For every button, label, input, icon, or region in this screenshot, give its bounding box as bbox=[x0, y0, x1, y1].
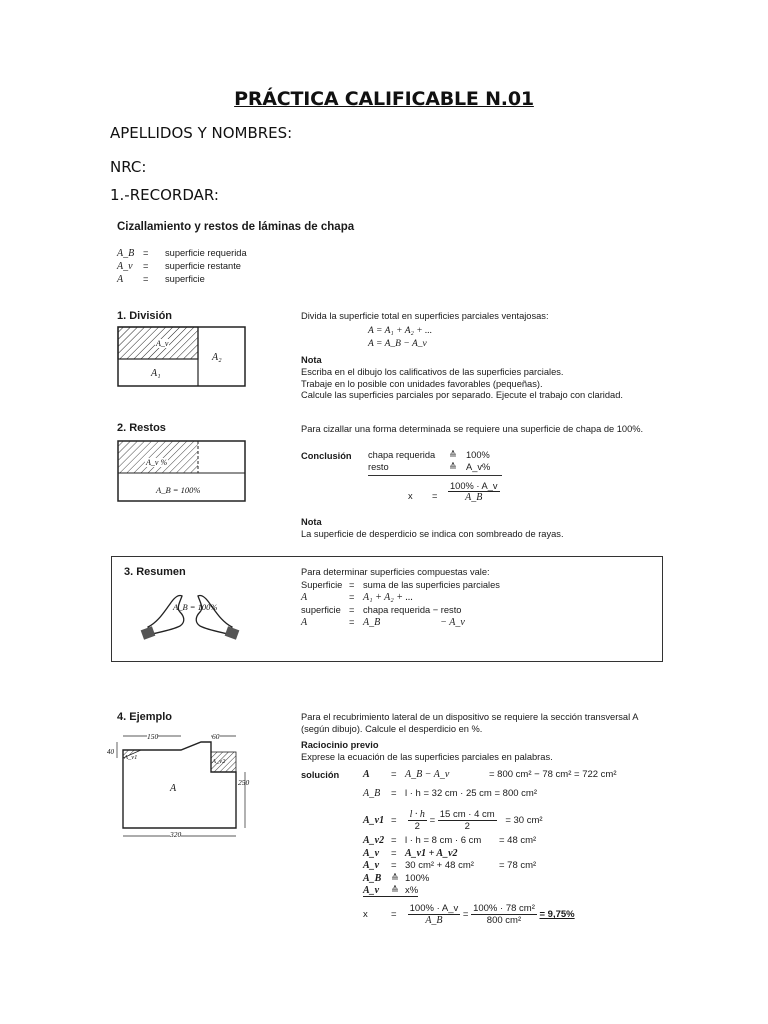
restos-frac-den: A_B bbox=[465, 492, 483, 503]
sol-line bbox=[363, 769, 617, 780]
sol-lhs: A_v bbox=[363, 860, 380, 871]
resumen-row-eq: = bbox=[349, 605, 355, 615]
restos-x-eq: = bbox=[432, 491, 438, 501]
sol-line bbox=[363, 885, 418, 897]
sol-mid: 30 cm² + 48 cm² bbox=[405, 860, 474, 871]
sol-lhs: A_B bbox=[363, 873, 382, 884]
division-label-a2: A₂ bbox=[212, 352, 222, 363]
legend-eq: = bbox=[143, 248, 149, 258]
restos-av-area bbox=[118, 441, 198, 473]
sol-lhs: A_v bbox=[363, 885, 380, 896]
sol-eq: = bbox=[391, 860, 397, 871]
resumen-row-right: A₁ + A₂ + ... bbox=[363, 592, 413, 603]
ejemplo-label-av1: A_v1 bbox=[124, 754, 138, 761]
left-cuff bbox=[141, 626, 156, 640]
sol-eq: = bbox=[391, 769, 397, 780]
final-x: x bbox=[363, 909, 368, 920]
ejemplo-title: 4. Ejemplo bbox=[117, 711, 173, 723]
restos-row1-right: 100% bbox=[466, 450, 490, 460]
resumen-intro: Para determinar superficies compuestas vale: bbox=[301, 567, 490, 577]
dim-40: 40 bbox=[107, 748, 114, 756]
scan-heading: Cizallamiento y restos de láminas de chapa bbox=[117, 221, 355, 233]
sol-mid: 100% bbox=[405, 873, 430, 884]
resumen-row-eq: = bbox=[349, 592, 355, 602]
dim-60: 60 bbox=[212, 732, 220, 741]
legend-sym: A_B bbox=[117, 248, 135, 259]
division-title: 1. División bbox=[117, 310, 173, 322]
resumen-row-left: Superficie bbox=[301, 580, 343, 590]
sol-res: = 30 cm² bbox=[505, 815, 543, 826]
ejemplo-label-a: A bbox=[170, 783, 177, 794]
sol-line bbox=[363, 848, 458, 859]
ejemplo-label-av2: A_v2 bbox=[212, 758, 226, 765]
division-nota-line: Escriba en el dibujo los calificativos de las superficies parciales. bbox=[301, 367, 564, 377]
legend-desc: superficie restante bbox=[165, 261, 241, 271]
legend-eq: = bbox=[143, 261, 149, 271]
av1-frac1-den: 2 bbox=[414, 821, 420, 832]
resumen-row-right: A_B − A_v bbox=[363, 617, 465, 628]
section-recordar: 1.-RECORDAR: bbox=[110, 186, 219, 204]
right-cuff bbox=[225, 626, 240, 640]
restos-rule bbox=[368, 475, 502, 476]
resumen-row-left: A bbox=[301, 592, 308, 603]
resumen-row-eq: = bbox=[349, 580, 355, 590]
final-f1-num: 100% · A_v bbox=[409, 903, 459, 914]
sol-eq: = bbox=[391, 815, 397, 826]
sol-eq: = bbox=[391, 835, 397, 846]
sol-line bbox=[363, 873, 429, 884]
sol-lhs: A bbox=[363, 769, 370, 780]
resumen-row-eq: = bbox=[349, 617, 355, 627]
ejemplo-intro-2: (según dibujo). Calcule el desperdicio en %. bbox=[301, 724, 483, 734]
sol-mid: x% bbox=[405, 885, 419, 896]
sol-line bbox=[363, 835, 536, 846]
division-figure bbox=[117, 326, 247, 388]
legend-sym: A bbox=[117, 274, 124, 285]
sol-res: = 800 cm² − 78 cm² = 722 cm² bbox=[489, 769, 617, 780]
division-label-a1: A₁ bbox=[151, 368, 161, 379]
sol-mid: l · h = 8 cm · 6 cm bbox=[405, 835, 482, 846]
restos-label-av: A_v % bbox=[146, 458, 168, 467]
ejemplo-solucion: solución bbox=[301, 770, 340, 780]
sol-lhs: A_v2 bbox=[363, 835, 385, 846]
division-intro: Divida la superficie total en superficies parciales ventajosas: bbox=[301, 311, 549, 321]
final-f2-den: 800 cm² bbox=[486, 915, 522, 926]
field-apellidos-nombres: APELLIDOS Y NOMBRES: bbox=[110, 124, 293, 142]
sol-mid: A_B − A_v bbox=[405, 769, 450, 780]
sol-line bbox=[363, 860, 536, 871]
resumen-row-right: chapa requerida − resto bbox=[363, 605, 462, 615]
dim-320: 320 bbox=[170, 830, 182, 839]
ejemplo-raciocinio: Raciocinio previo bbox=[301, 740, 379, 750]
resumen-title: 3. Resumen bbox=[124, 566, 186, 578]
division-nota bbox=[301, 367, 623, 402]
restos-row2-left: resto bbox=[368, 462, 389, 472]
av1-frac1-num: l · h bbox=[409, 809, 425, 820]
sol-lhs: A_B bbox=[363, 788, 381, 799]
division-eq2: A = A_B − A_v bbox=[368, 339, 427, 349]
legend-sym: A_v bbox=[117, 261, 133, 272]
sol-final: x = $\frac{100\% \cdot A\_v}{A\_B}$ = $\frac{\text{100\% · 78 cm²}}{\text{800 cm²}}$ = 9,75% bbox=[363, 903, 575, 926]
final-f2-num: 100% · 78 cm² bbox=[473, 903, 535, 914]
sol-eq: ≙ bbox=[391, 885, 399, 896]
sol-mid: l · h = 32 cm · 25 cm = 800 cm² bbox=[405, 788, 537, 799]
restos-x: x bbox=[408, 491, 413, 501]
field-nrc: NRC: bbox=[110, 158, 147, 176]
restos-nota-label: Nota bbox=[301, 517, 322, 527]
division-eq1: A = A₁ + A₂ + ... bbox=[368, 326, 433, 336]
legend-desc: superficie bbox=[165, 274, 205, 284]
sol-res: = 78 cm² bbox=[499, 860, 537, 871]
dim-250: 250 bbox=[238, 778, 250, 787]
legend bbox=[117, 247, 247, 286]
restos-row2-eq: ≙ bbox=[449, 462, 457, 472]
restos-title: 2. Restos bbox=[117, 422, 166, 434]
division-nota-label: Nota bbox=[301, 355, 322, 365]
av1-frac2-den: 2 bbox=[464, 821, 470, 832]
legend-desc: superficie requerida bbox=[165, 248, 247, 258]
av1-frac2-num: 15 cm · 4 cm bbox=[439, 809, 495, 820]
restos-row2-right: A_v% bbox=[466, 462, 491, 472]
final-result: = 9,75% bbox=[539, 909, 575, 920]
resumen-row-right: suma de las superficies parciales bbox=[363, 580, 500, 590]
dim-150: 150 bbox=[147, 732, 159, 741]
division-nota-line: Calcule las superficies parciales por separado. Ejecute el trabajo con claridad. bbox=[301, 390, 623, 400]
restos-row1-eq: ≙ bbox=[449, 450, 457, 460]
ejemplo-intro-1: Para el recubrimiento lateral de un dispositivo se requiere la sección transversal A bbox=[301, 712, 639, 722]
sol-lhs: A_v bbox=[363, 848, 380, 859]
restos-row1-left: chapa requerida bbox=[368, 450, 436, 460]
hands-label: A_B = 100% bbox=[173, 602, 218, 612]
sol-mid: A_v1 + A_v2 bbox=[405, 848, 458, 859]
final-eq: = bbox=[391, 909, 397, 920]
restos-frac-num: 100% · A_v bbox=[450, 481, 498, 491]
page-title: PRÁCTICA CALIFICABLE N.01 bbox=[234, 88, 534, 110]
sol-line-av1: A_v1 = $\frac{l \cdot h}{2}$ = $\frac{15 cm \cdot 4 cm}{2}$ = 30 cm² bbox=[363, 809, 543, 832]
legend-eq: = bbox=[143, 274, 149, 284]
division-nota-line: Trabaje en lo posible con unidades favorables (pequeñas). bbox=[301, 378, 543, 389]
resumen-row-left: superficie bbox=[301, 605, 341, 615]
sol-res: = 48 cm² bbox=[499, 835, 537, 846]
restos-intro: Para cizallar una forma determinada se requiere una superficie de chapa de 100%. bbox=[301, 424, 644, 434]
sol-eq: = bbox=[391, 848, 397, 859]
restos-fraction bbox=[448, 481, 500, 503]
sol-lhs: A_v1 bbox=[363, 815, 385, 826]
sol-eq: ≙ bbox=[391, 873, 399, 884]
final-f1-den: A_B bbox=[425, 915, 443, 926]
sol-line bbox=[363, 788, 537, 799]
division-label-av: A_v bbox=[156, 339, 169, 348]
sol-eq: = bbox=[391, 788, 397, 799]
resumen-rows bbox=[301, 579, 500, 629]
restos-conclusion-label: Conclusión bbox=[301, 451, 352, 461]
hands-illustration bbox=[140, 582, 240, 642]
restos-nota: La superficie de desperdicio se indica con sombreado de rayas. bbox=[301, 529, 564, 539]
ejemplo-raciocinio-text: Exprese la ecuación de las superficies parciales en palabras. bbox=[301, 752, 553, 762]
resumen-row-left: A bbox=[301, 617, 308, 628]
restos-label-ab: A_B = 100% bbox=[156, 485, 201, 495]
